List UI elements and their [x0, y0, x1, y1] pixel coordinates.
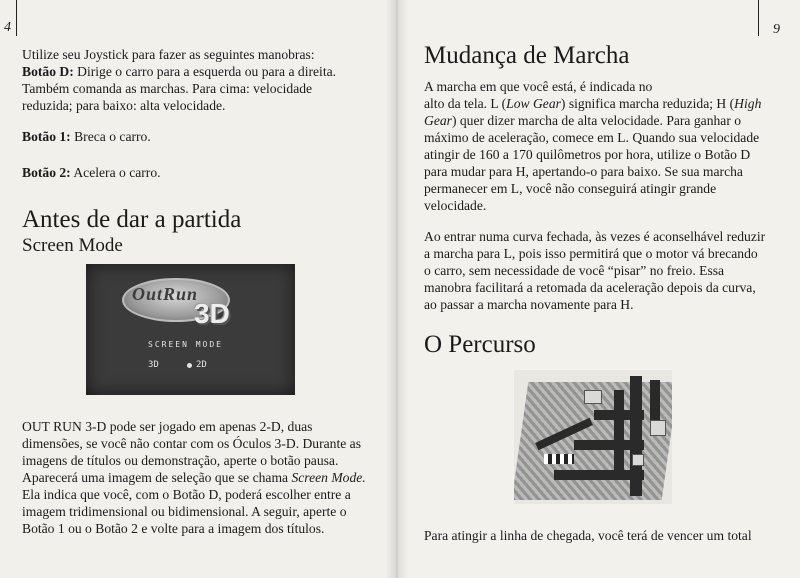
intro-line: Também comanda as marchas. Para cima: velocidade — [22, 81, 313, 96]
botao-2-description — [22, 164, 161, 181]
left-page — [0, 0, 396, 578]
high-gear-term: High — [734, 96, 762, 111]
page-corner-mark — [758, 0, 759, 36]
map-road — [650, 380, 660, 420]
paragraph-line: ao passar a marcha novamente para H. — [424, 297, 634, 312]
botao-d-text: Dirige o carro para a esquerda ou para a direita. — [73, 64, 337, 79]
section-heading: O Percurso — [424, 331, 536, 358]
paragraph-line: atingir de 160 a 170 quilômetros por hora, utilize o Botão D — [424, 147, 751, 162]
screen-mode-screenshot — [86, 264, 295, 395]
high-gear-term: Gear — [424, 113, 452, 128]
intro-line: reduzida; para baixo: alta velocidade. — [22, 98, 226, 113]
option-3d: 3D — [148, 360, 159, 370]
map-road — [554, 470, 644, 480]
page-number: 4 — [4, 20, 11, 35]
map-tile — [650, 420, 666, 436]
gear-paragraph-1 — [424, 78, 780, 214]
text-run: ) significa marcha reduzida; H ( — [560, 96, 735, 111]
paragraph-line: OUT RUN 3-D pode ser jogado em apenas 2-D, duas — [22, 419, 313, 434]
logo-text: OutRun — [132, 284, 199, 304]
map-road — [574, 440, 644, 450]
botao-1-description — [22, 128, 151, 145]
course-map-image — [514, 370, 672, 504]
section-subheading: Screen Mode — [22, 235, 123, 256]
page-number: 9 — [773, 22, 780, 37]
paragraph-line: manobra facilitará a retomada da aceleração depois da curva, — [424, 280, 756, 295]
paragraph-line: velocidade. — [424, 198, 487, 213]
page-corner-mark — [16, 0, 17, 36]
controls-intro — [22, 46, 387, 114]
screen-mode-term: Screen Mode. — [291, 470, 366, 485]
paragraph-line: Ela indica que você, com o Botão D, poderá escolher entre a — [22, 487, 351, 502]
botao-2-text: Acelera o carro. — [70, 165, 161, 180]
paragraph-line: a marcha para L, pois isso permitirá que o motor vá brecando — [424, 246, 758, 261]
intro-line: Utilize seu Joystick para fazer as seguintes manobras: — [22, 47, 315, 62]
text-run: ) quer dizer marcha de alta velocidade. Para ganhar o — [451, 113, 742, 128]
paragraph-line — [424, 112, 780, 129]
paragraph-line — [22, 469, 387, 486]
paragraph-line: Botão 1 ou o Botão 2 e volte para a imagem dos títulos. — [22, 521, 325, 536]
intro-botao-d — [22, 63, 387, 80]
paragraph-line: permanecer em L, você não conseguirá atingir grande — [424, 181, 717, 196]
right-page — [396, 0, 800, 578]
paragraph-line: o carro, sem necessidade de você “pisar” no freio. Essa — [424, 263, 725, 278]
selection-cursor-icon — [187, 363, 192, 368]
logo-3d-text: 3D — [194, 298, 230, 329]
paragraph-line: máximo de aceleração, comece em L. Quando sua velocidade — [424, 130, 760, 145]
botao-1-text: Breca o carro. — [70, 129, 151, 144]
paragraph-line: dimensões, se você não contar com os Óculos 3-D. Durante as — [22, 436, 361, 451]
map-tile — [584, 390, 602, 404]
option-2d: 2D — [196, 360, 207, 370]
botao-2-label: Botão 2: — [22, 165, 71, 180]
gear-paragraph-2 — [424, 228, 780, 313]
paragraph-line: para mudar para H, apertando-o para baixo. Se sua marcha — [424, 164, 743, 179]
screen-mode-label: SCREEN MODE — [148, 340, 223, 349]
percurso-paragraph: Para atingir a linha de chegada, você terá de vencer um total — [424, 528, 752, 543]
section-heading: Mudança de Marcha — [424, 42, 630, 69]
map-road — [614, 390, 624, 480]
section-heading: Antes de dar a partida — [22, 206, 242, 233]
finish-flag-icon — [544, 454, 574, 464]
botao-1-label: Botão 1: — [22, 129, 71, 144]
map-tile — [632, 454, 644, 466]
paragraph-line: imagem tridimensional ou bidimensional. A seguir, aperte o — [22, 504, 347, 519]
paragraph-line: A marcha em que você está, é indicada no — [424, 79, 653, 94]
paragraph-line: imagens de títulos ou demonstração, aperte o botão pausa. — [22, 453, 339, 468]
paragraph-line: Ao entrar numa curva fechada, às vezes é aconselhável reduzir — [424, 229, 766, 244]
text-run: alto da tela. L ( — [424, 96, 507, 111]
outrun-paragraph — [22, 418, 387, 537]
text-run: Aparecerá uma imagem de seleção que se chama — [22, 470, 292, 485]
botao-d-label: Botão D: — [22, 64, 74, 79]
paragraph-line — [424, 95, 780, 112]
low-gear-term: Low Gear — [506, 96, 561, 111]
